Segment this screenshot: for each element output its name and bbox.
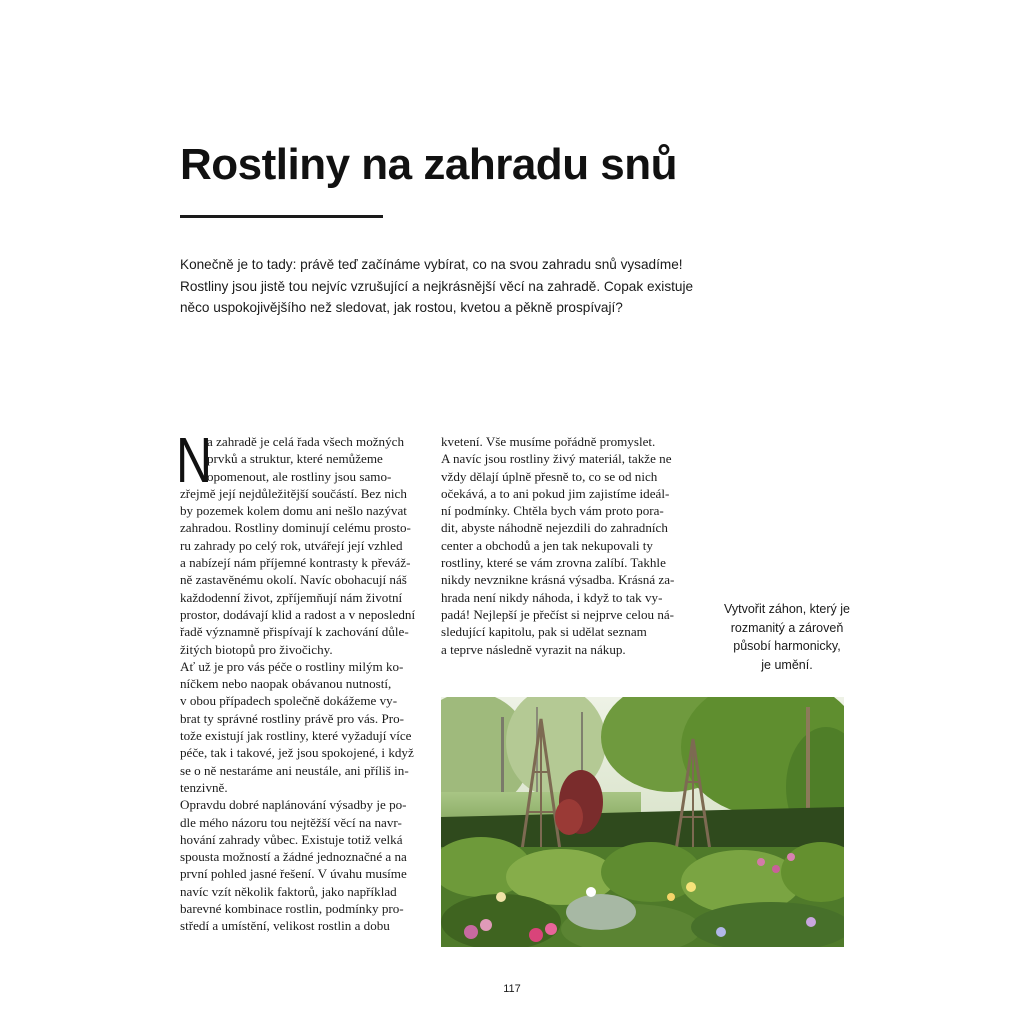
text-line: nikdy nevznikne krásná výsadba. Krásná za-	[441, 572, 675, 588]
text-line: první pohled jasné řešení. V úvahu musíme	[180, 866, 407, 882]
text-line: Opravdu dobré naplánování výsadby je po-	[180, 797, 407, 813]
text-line: ně zastavěnému okolí. Navíc obohacují náš	[180, 572, 407, 588]
text-line: vždy dělají úplně přesně to, co se od nich	[441, 468, 658, 484]
text-line: barevné kombinace rostlin, podmínky pro-	[180, 901, 404, 917]
text-line: a teprve následně vyrazit na nákup.	[441, 641, 626, 657]
garden-photo	[441, 697, 844, 947]
text-line: dle mého názoru tou nejtěžší věcí na navr-	[180, 814, 402, 830]
text-line: žitých biotopů pro živočichy.	[180, 641, 333, 657]
text-line: středí a umístění, velikost rostlin a dobu	[180, 918, 390, 934]
text-line: řadě významně přispívají k zachování důle-	[180, 624, 409, 640]
text-line: by pozemek kolem domu ani nešlo nazývat	[180, 503, 407, 519]
text-line: očekává, a to ani pokud jim zajistíme ideál-	[441, 485, 670, 501]
text-line: sledující kapitolu, pak si udělat seznam	[441, 624, 647, 640]
text-line: rostliny, které se vám zrovna zalíbí. Takhle	[441, 555, 666, 571]
text-line: navíc vzít několik faktorů, jako například	[180, 883, 397, 899]
caption-line: rozmanitý a zároveň	[730, 620, 844, 635]
text-line: opomenout, ale rostliny jsou samo-	[207, 468, 392, 484]
text-line: center a obchodů a jen tak nekupovali ty	[441, 537, 653, 553]
text-line: ní podmínky. Chtěla bych vám proto pora-	[441, 503, 664, 519]
text-line: zřejmě její nejdůležitější součástí. Bez nich	[180, 485, 407, 501]
text-line: brat ty správné rostliny právě pro vás. Pro-	[180, 710, 404, 726]
lead-line: Rostliny jsou jistě tou nejvíc vzrušující a nejkrásnější věcí na zahradě. Copak existuje	[180, 278, 694, 294]
text-line: Ať už je pro vás péče o rostliny milým ko-	[180, 658, 404, 674]
chapter-title: Rostliny na zahradu snů	[180, 140, 678, 189]
text-line: tenzivně.	[180, 779, 228, 795]
text-line: níčkem nebo naopak obávanou nutností,	[180, 676, 392, 692]
text-line: padá! Nejlepší je přečíst si nejprve celou ná-	[441, 606, 675, 622]
text-line: a zahradě je celá řada všech možných	[207, 434, 405, 449]
text-line: prostor, dodávají klid a radost a v neposlední	[180, 606, 416, 622]
body-column-left	[180, 433, 420, 935]
text-line: A navíc jsou rostliny živý materiál, takže ne	[441, 451, 672, 467]
lead-line: něco uspokojivějšího než sledovat, jak rostou, kvetou a pěkně prospívají?	[180, 300, 623, 315]
text-line: tože existují jak rostliny, které vyžadují více	[180, 728, 412, 744]
text-line: spousta možností a žádné jednoznačné a na	[180, 849, 407, 865]
text-line: se o ně nestaráme ani neustále, ani příliš in-	[180, 762, 409, 778]
text-line: prvků a struktur, které nemůžeme	[207, 451, 383, 467]
body-column-right	[441, 433, 701, 658]
lead-paragraph	[180, 254, 710, 319]
text-line: v obou případech společně dokážeme vy-	[180, 693, 398, 709]
text-line: kvetení. Vše musíme pořádně promyslet.	[441, 434, 656, 449]
text-line: a nabízejí nám příjemné kontrasty k převáž-	[180, 555, 411, 571]
text-line: každodenní život, zpříjemňují nám životní	[180, 589, 403, 605]
text-line: péče, tak i takové, jež jsou spokojené, i když	[180, 745, 414, 761]
text-line: ru zahrady po celý rok, utvářejí její vzhled	[180, 537, 403, 553]
text-line: hrada není nikdy náhoda, i když to tak vy-	[441, 589, 663, 605]
page-number: 117	[503, 983, 521, 995]
text-line: hování zahrady vůbec. Existuje totiž velká	[180, 831, 403, 847]
text-line: dit, abyste náhodně nejezdili do zahradních	[441, 520, 668, 536]
caption-line: působí harmonicky,	[733, 639, 841, 653]
garden-bed-illustration	[441, 697, 844, 947]
title-underline	[180, 215, 383, 218]
caption-line: je umění.	[761, 657, 813, 672]
photo-caption	[702, 600, 872, 674]
text-line: zahradou. Rostliny dominují celému prosto-	[180, 520, 411, 536]
drop-cap: N	[176, 424, 213, 496]
caption-line: Vytvořit záhon, který je	[724, 602, 850, 616]
lead-line: Konečně je to tady: právě teď začínáme vybírat, co na svou zahradu snů vysadíme!	[180, 257, 683, 272]
